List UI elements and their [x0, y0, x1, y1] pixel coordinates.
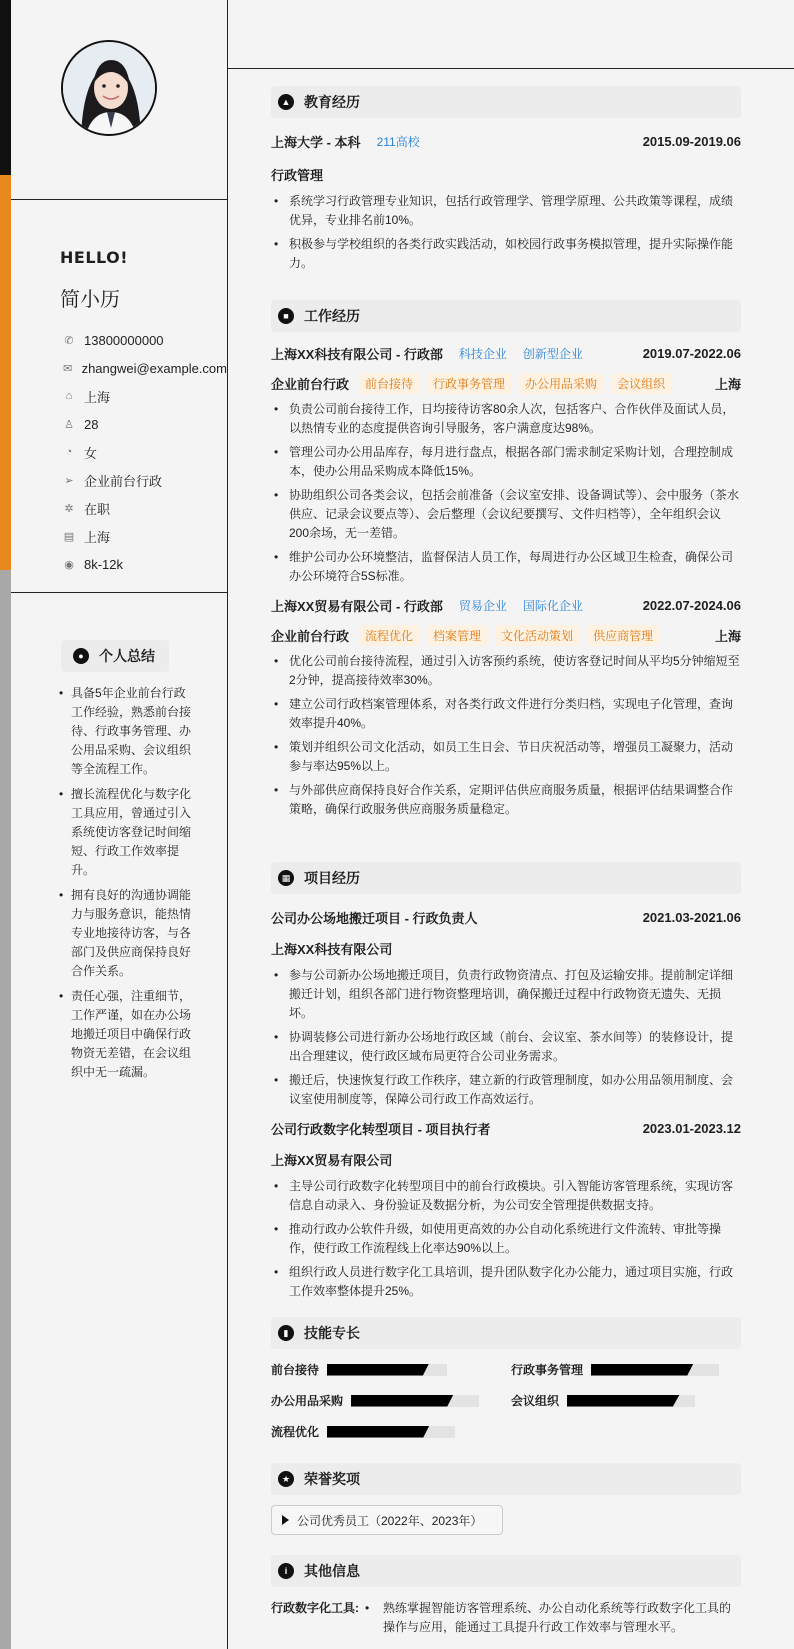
chart-icon: ▮: [278, 1325, 294, 1341]
skill-item: 前台接待: [271, 1361, 511, 1378]
project-period: 2023.01-2023.12: [642, 1121, 741, 1136]
list-item: • 主导公司行政数字化转型项目中的前台行政模块。引入智能访客管理系统，实现访客信息自动录入、身份验证及数据分析，为公司安全管理提供数据支持。: [271, 1177, 741, 1215]
skill-item: 会议组织: [511, 1392, 741, 1409]
award-item[interactable]: 公司优秀员工（2022年、2023年）: [271, 1505, 503, 1535]
skill-bar-fill: [327, 1426, 429, 1438]
work-bullets: [271, 400, 741, 586]
project-org: 上海XX科技有限公司: [271, 942, 393, 957]
education-bullets: [271, 192, 741, 273]
list-item: • 协助组织公司各类会议，包括会前准备（会议室安排、设备调试等）、会中服务（茶水供应、记录会议要点等）、会后整理（会议纪要撰写、文件归档等），全年组织会议200余场，无一差错。: [271, 486, 741, 543]
age-icon: ♙: [64, 418, 74, 431]
list-item: • 组织行政人员进行数字化工具培训，提升团队数字化办公能力，通过项目实施，行政工作效率整体提升25%。: [271, 1263, 741, 1301]
major: 行政管理: [271, 168, 324, 183]
education-heading: ▲ 教育经历: [271, 86, 741, 118]
job-city: 上海: [714, 377, 741, 392]
info-email: ✉ zhangwei@example.com: [60, 354, 227, 382]
info-icon: i: [278, 1563, 294, 1579]
main-content: [228, 0, 794, 1649]
project-name: 公司办公场地搬迁项目 - 行政负责人: [271, 911, 478, 926]
mail-icon: ✉: [63, 362, 73, 375]
school-tag: 211高校: [376, 135, 420, 149]
other-heading: i 其他信息: [271, 1555, 741, 1587]
info-salary: ◉ 8k-12k: [60, 550, 227, 578]
job-city: 上海: [714, 629, 741, 644]
other-section: [271, 1555, 741, 1637]
summary-list: [61, 684, 196, 1088]
project-period: 2021.03-2021.06: [642, 910, 741, 925]
skill-bar: [327, 1426, 455, 1438]
user-icon: ●: [73, 648, 89, 664]
skill-tag: 档案管理: [427, 625, 487, 646]
status-icon: ✲: [64, 502, 74, 515]
info-status: ✲ 在职: [60, 494, 227, 522]
list-item: • 系统学习行政管理专业知识，包括行政管理学、管理学原理、公共政策等课程，成绩优异，专业排名前10%。: [271, 192, 741, 230]
accent-stripe: [0, 0, 11, 1649]
briefcase-icon: ■: [278, 308, 294, 324]
info-age: ♙ 28: [60, 410, 227, 438]
list-item: • 推动行政办公软件升级，如使用更高效的办公自动化系统进行文件流转、审批等操作，使行政工作流程线上化率达90%以上。: [271, 1220, 741, 1258]
projects-section: [271, 862, 741, 1306]
work-section: [271, 300, 741, 824]
awards-section: [271, 1463, 741, 1535]
skills-grid: [271, 1361, 741, 1440]
company-name: 上海XX科技有限公司 - 行政部: [271, 347, 443, 362]
skill-bar: [591, 1364, 719, 1376]
summary-item: • 擅长流程优化与数字化工具应用，曾通过引入系统使访客登记时间缩短、行政工作效率提升。: [61, 785, 196, 880]
company-tag: 国际化企业: [522, 599, 583, 613]
work-period: 2019.07-2022.06: [642, 346, 741, 361]
skill-bar-fill: [351, 1395, 453, 1407]
list-item: • 维护公司办公环境整洁，监督保洁人员工作，每周进行办公区域卫生检查，确保公司办公环境符合5S标准。: [271, 548, 741, 586]
contact-info-list: [60, 326, 227, 578]
summary-item: • 责任心强，注重细节，工作严谨，如在办公场地搬迁项目中确保行政物资无差错，在会议组织中无一疏漏。: [61, 987, 196, 1082]
other-item: [271, 1599, 741, 1637]
skill-tag: 供应商管理: [587, 625, 659, 646]
info-target-job: ➢ 企业前台行政: [60, 466, 227, 494]
school-name: 上海大学 - 本科: [271, 135, 361, 150]
summary-heading: ● 个人总结: [61, 640, 169, 672]
skills-section: [271, 1317, 741, 1440]
project-bullets: [271, 1177, 741, 1301]
project-entry: [271, 908, 741, 1109]
work-period: 2022.07-2024.06: [642, 598, 741, 613]
graduation-cap-icon: ▲: [278, 94, 294, 110]
project-bullets: [271, 966, 741, 1109]
candidate-name: 简小历: [60, 289, 120, 311]
work-entry: [271, 344, 741, 586]
work-bullets: [271, 652, 741, 819]
info-phone: ✆ 13800000000: [60, 326, 227, 354]
projects-heading: ▦ 项目经历: [271, 862, 741, 894]
job-role: 企业前台行政: [271, 629, 350, 644]
info-target-city: ▤ 上海: [60, 522, 227, 550]
work-entry: [271, 596, 741, 819]
skill-tag: 流程优化: [359, 625, 419, 646]
phone-icon: ✆: [64, 334, 74, 347]
skill-tag: 行政事务管理: [427, 373, 511, 394]
other-text: • 熟练掌握智能访客管理系统、办公自动化系统等行政数字化工具的操作与应用，能通过工具提升行政工作效率与管理水平。: [363, 1599, 741, 1637]
list-item: • 协调装修公司进行新办公场地行政区域（前台、会议室、茶水间等）的装修设计，提出合理建议，使行政区域布局更符合公司业务需求。: [271, 1028, 741, 1066]
skill-bar-fill: [327, 1364, 429, 1376]
gender-icon: ◔: [65, 446, 73, 458]
avatar: [61, 40, 157, 136]
list-item: • 参与公司新办公场地搬迁项目，负责行政物资清点、打包及运输安排。提前制定详细搬迁计划，组织各部门进行物资整理培训，确保搬迁过程中行政物资无遗失、无损坏。: [271, 966, 741, 1023]
list-item: • 负责公司前台接待工作，日均接待访客80余人次，包括客户、合作伙伴及面试人员，以热情专业的态度提供咨询引导服务，客户满意度达98%。: [271, 400, 741, 438]
salary-icon: ◉: [64, 558, 74, 571]
company-tag: 贸易企业: [458, 599, 507, 613]
skill-tag: 文化活动策划: [495, 625, 579, 646]
skill-bar: [567, 1395, 695, 1407]
skill-item: 流程优化: [271, 1423, 511, 1440]
skill-tag: 前台接待: [359, 373, 419, 394]
company-tag: 创新型企业: [522, 347, 583, 361]
summary-item: • 拥有良好的沟通协调能力与服务意识，能热情专业地接待访客，与各部门及供应商保持良好合作关系。: [61, 886, 196, 981]
skill-bar: [327, 1364, 447, 1376]
skill-item: 行政事务管理: [511, 1361, 741, 1378]
company-name: 上海XX贸易有限公司 - 行政部: [271, 599, 443, 614]
list-item: • 积极参与学校组织的各类行政实践活动，如校园行政事务模拟管理，提升实际操作能力。: [271, 235, 741, 273]
summary-item: • 具备5年企业前台行政工作经验，熟悉前台接待、行政事务管理、办公用品采购、会议组织等全流程工作。: [61, 684, 196, 779]
education-period: 2015.09-2019.06: [642, 134, 741, 149]
building-icon: ▤: [63, 530, 75, 543]
play-triangle-icon: [282, 1515, 289, 1525]
grid-icon: ▦: [278, 870, 294, 886]
skill-tag: 办公用品采购: [519, 373, 603, 394]
skill-bar: [351, 1395, 479, 1407]
greeting: HELLO!: [60, 248, 129, 267]
award-icon: ★: [278, 1471, 294, 1487]
info-gender: ◔ 女: [60, 438, 227, 466]
skill-item: 办公用品采购: [271, 1392, 511, 1409]
skill-bar-fill: [591, 1364, 693, 1376]
home-icon: ⌂: [65, 390, 73, 402]
list-item: • 与外部供应商保持良好合作关系，定期评估供应商服务质量，根据评估结果调整合作策略，确保行政服务供应商服务质量稳定。: [271, 781, 741, 819]
job-role: 企业前台行政: [271, 377, 350, 392]
project-entry: [271, 1119, 741, 1301]
list-item: • 管理公司办公用品库存，每月进行盘点，根据各部门需求制定采购计划，合理控制成本，使办公用品采购成本降低15%。: [271, 443, 741, 481]
list-item: • 搬迁后，快速恢复行政工作秩序，建立新的行政管理制度，如办公用品领用制度、会议室使用制度等，保障公司行政工作高效运行。: [271, 1071, 741, 1109]
awards-heading: ★ 荣誉奖项: [271, 1463, 741, 1495]
other-label: 行政数字化工具:: [271, 1601, 359, 1615]
company-tag: 科技企业: [458, 347, 507, 361]
education-section: [271, 86, 741, 278]
list-item: • 策划并组织公司文化活动，如员工生日会、节日庆祝活动等，增强员工凝聚力，活动参与率达95%以上。: [271, 738, 741, 776]
project-name: 公司行政数字化转型项目 - 项目执行者: [271, 1122, 491, 1137]
work-heading: ■ 工作经历: [271, 300, 741, 332]
skills-heading: ▮ 技能专长: [271, 1317, 741, 1349]
send-icon: ➢: [64, 474, 74, 487]
list-item: • 优化公司前台接待流程，通过引入访客预约系统，使访客登记时间从平均5分钟缩短至2分钟，提高接待效率30%。: [271, 652, 741, 690]
skill-bar-fill: [567, 1395, 680, 1407]
sidebar: [11, 0, 228, 1649]
project-org: 上海XX贸易有限公司: [271, 1153, 393, 1168]
skill-tag: 会议组织: [611, 373, 671, 394]
list-item: • 建立公司行政档案管理体系，对各类行政文件进行分类归档，实现电子化管理，查询效率提升40%。: [271, 695, 741, 733]
info-location: ⌂ 上海: [60, 382, 227, 410]
